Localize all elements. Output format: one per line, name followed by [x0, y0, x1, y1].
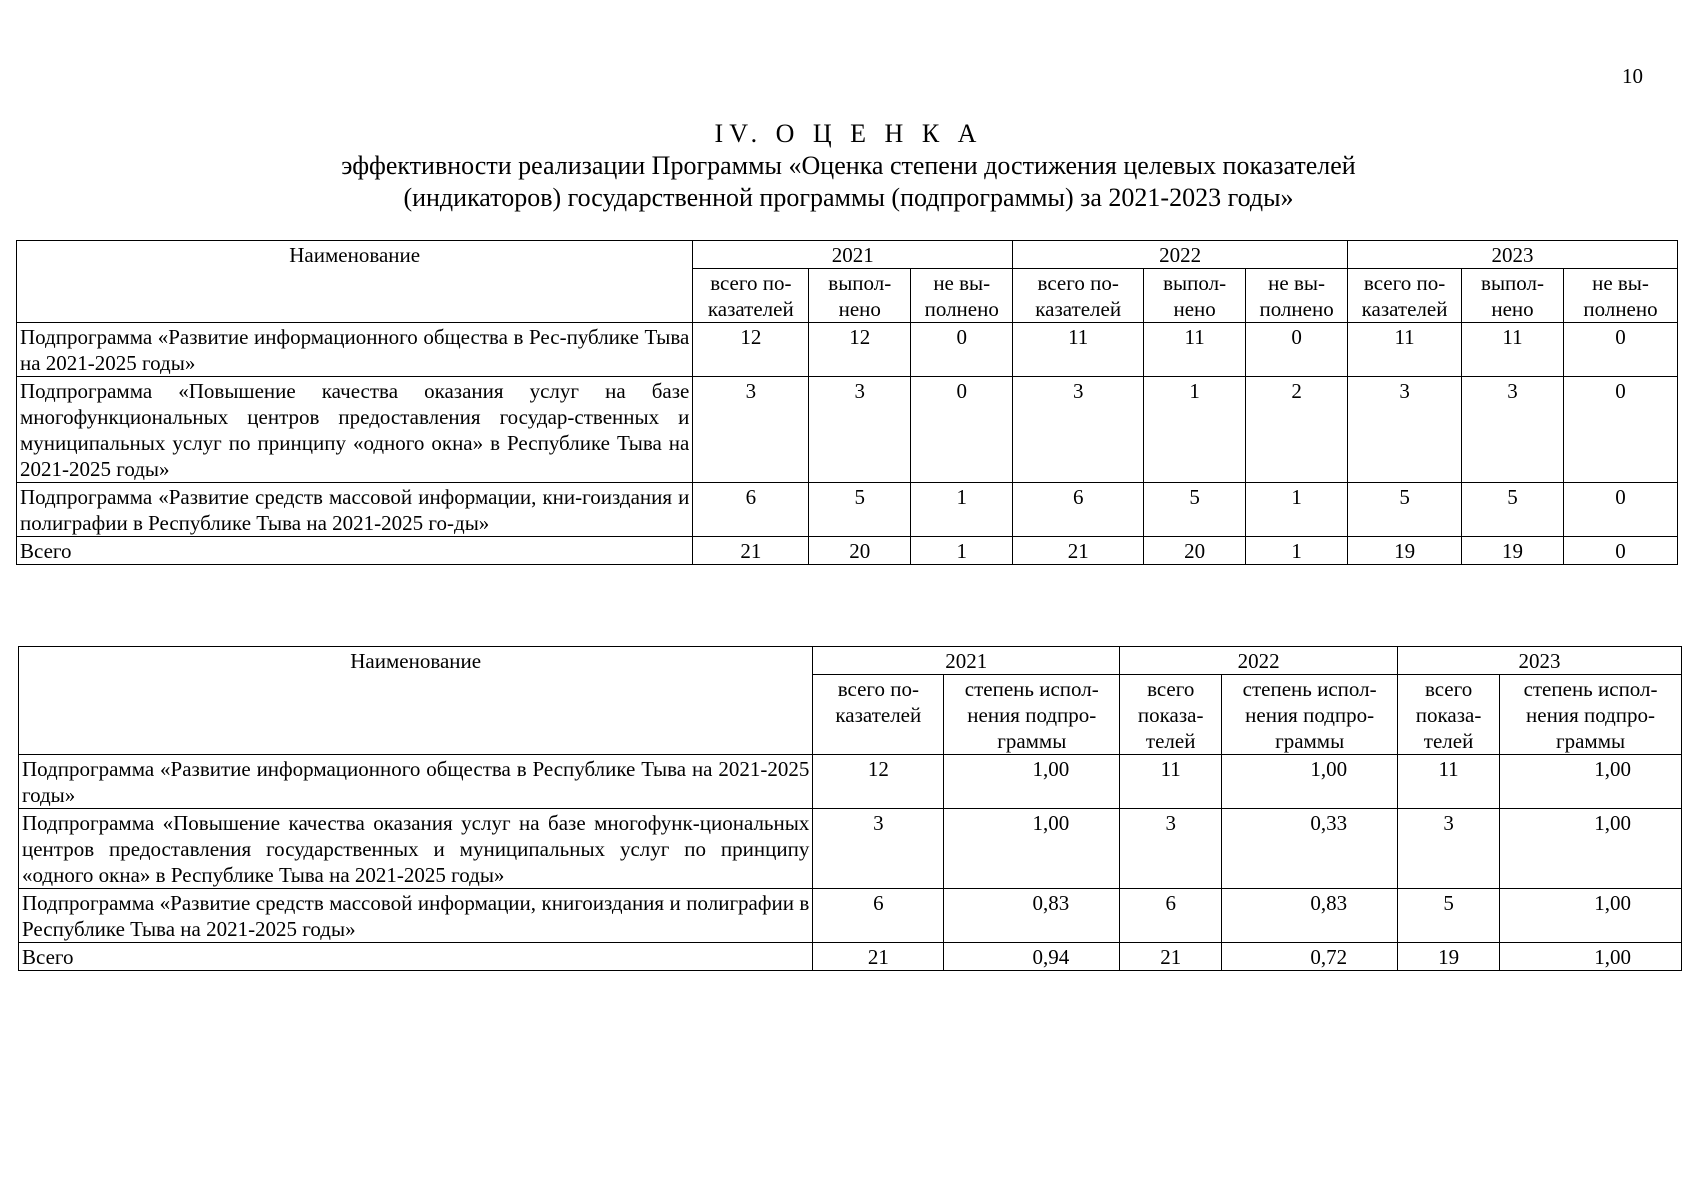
cell-value: 6 [693, 483, 809, 537]
cell-value: 5 [1348, 483, 1462, 537]
execution-degree-table [18, 646, 1682, 971]
subheader-degree: степень испол-нения подпро-граммы [944, 675, 1120, 755]
cell-value: 1 [1246, 537, 1348, 565]
cell-value: 1 [911, 483, 1013, 537]
subheader-total: всего показа-телей [1120, 675, 1222, 755]
cell-value: 1 [1144, 377, 1246, 483]
cell-value: 11 [1120, 755, 1222, 809]
cell-value: 21 [693, 537, 809, 565]
cell-value: 11 [1013, 323, 1144, 377]
year-header: 2021 [813, 647, 1120, 675]
cell-value: 0 [911, 377, 1013, 483]
cell-value: 5 [1462, 483, 1564, 537]
cell-value: 1 [1246, 483, 1348, 537]
cell-value: 0 [1564, 323, 1678, 377]
cell-value: 0,72 [1222, 943, 1398, 971]
cell-value: 0,83 [1222, 889, 1398, 943]
subheader-degree: степень испол-нения подпро-граммы [1222, 675, 1398, 755]
document-heading [0, 118, 1697, 214]
cell-value: 12 [809, 323, 911, 377]
year-header: 2022 [1013, 241, 1348, 269]
cell-value: 6 [1013, 483, 1144, 537]
cell-value: 3 [1013, 377, 1144, 483]
subheader-total: всего по-казателей [1348, 269, 1462, 323]
cell-value: 3 [1120, 809, 1222, 889]
cell-value: 1,00 [1500, 943, 1682, 971]
row-name: Подпрограмма «Развитие информационного общества в Рес-публике Тыва на 2021-2025 годы» [17, 323, 693, 377]
cell-value: 0,83 [944, 889, 1120, 943]
cell-value: 11 [1348, 323, 1462, 377]
cell-value: 1,00 [1222, 755, 1398, 809]
row-name: Подпрограмма «Развитие информационного общества в Республике Тыва на 2021-2025 годы» [19, 755, 813, 809]
section-title: IV. О Ц Е Н К А [714, 119, 983, 148]
table-row [17, 483, 1678, 537]
cell-value: 1 [911, 537, 1013, 565]
header-row-years [17, 241, 1678, 269]
indicators-table [16, 240, 1678, 565]
cell-value: 3 [1462, 377, 1564, 483]
row-name: Всего [17, 537, 693, 565]
cell-value: 1,00 [1500, 809, 1682, 889]
page-number: 10 [1622, 64, 1643, 88]
cell-value: 3 [1398, 809, 1500, 889]
table-row [19, 889, 1682, 943]
cell-value: 6 [813, 889, 944, 943]
cell-value: 0,33 [1222, 809, 1398, 889]
subheader-done: выпол-нено [1462, 269, 1564, 323]
cell-value: 19 [1348, 537, 1462, 565]
cell-value: 21 [1120, 943, 1222, 971]
cell-value: 20 [809, 537, 911, 565]
cell-value: 21 [813, 943, 944, 971]
subheader-total: всего показа-телей [1398, 675, 1500, 755]
row-name: Всего [19, 943, 813, 971]
subheader-degree: степень испол-нения подпро-граммы [1500, 675, 1682, 755]
cell-value: 0 [1564, 483, 1678, 537]
year-header: 2022 [1120, 647, 1398, 675]
cell-value: 3 [1348, 377, 1462, 483]
row-name: Подпрограмма «Развитие средств массовой информации, книгоиздания и полиграфии в Республике Тыва на 2021-2025 годы» [19, 889, 813, 943]
year-header: 2023 [1348, 241, 1678, 269]
subheader-total: всего по-казателей [813, 675, 944, 755]
cell-value: 1,00 [944, 755, 1120, 809]
cell-value: 3 [809, 377, 911, 483]
subheader-not-done: не вы-полнено [911, 269, 1013, 323]
cell-value: 19 [1398, 943, 1500, 971]
subheader-total: всего по-казателей [693, 269, 809, 323]
header-row-years [19, 647, 1682, 675]
subheader-done: выпол-нено [809, 269, 911, 323]
column-header-name: Наименование [17, 241, 693, 323]
cell-value: 0 [1564, 377, 1678, 483]
row-name: Подпрограмма «Повышение качества оказания услуг на базе многофунк-циональных центров предоставления государственных и муниципальных услуг по принципу «одного окна» в Республике Тыва на 2021-2025 годы» [19, 809, 813, 889]
cell-value: 6 [1120, 889, 1222, 943]
cell-value: 0 [1246, 323, 1348, 377]
cell-value: 0 [1564, 537, 1678, 565]
subheader-not-done: не вы-полнено [1246, 269, 1348, 323]
cell-value: 3 [693, 377, 809, 483]
year-header: 2021 [693, 241, 1013, 269]
cell-value: 21 [1013, 537, 1144, 565]
cell-value: 0 [911, 323, 1013, 377]
cell-value: 5 [1144, 483, 1246, 537]
cell-value: 2 [1246, 377, 1348, 483]
cell-value: 1,00 [1500, 889, 1682, 943]
column-header-name: Наименование [19, 647, 813, 755]
subheader-not-done: не вы-полнено [1564, 269, 1678, 323]
cell-value: 12 [693, 323, 809, 377]
section-subtitle-line-2: (индикаторов) государственной программы (подпрограммы) за 2021-2023 годы» [403, 183, 1294, 212]
cell-value: 20 [1144, 537, 1246, 565]
cell-value: 5 [809, 483, 911, 537]
cell-value: 1,00 [1500, 755, 1682, 809]
cell-value: 12 [813, 755, 944, 809]
table-row [19, 809, 1682, 889]
total-row [17, 537, 1678, 565]
total-row [19, 943, 1682, 971]
cell-value: 5 [1398, 889, 1500, 943]
year-header: 2023 [1398, 647, 1682, 675]
row-name: Подпрограмма «Развитие средств массовой информации, кни-гоиздания и полиграфии в Республике Тыва на 2021-2025 го-ды» [17, 483, 693, 537]
cell-value: 11 [1144, 323, 1246, 377]
cell-value: 3 [813, 809, 944, 889]
table-row [17, 377, 1678, 483]
subheader-total: всего по-казателей [1013, 269, 1144, 323]
row-name: Подпрограмма «Повышение качества оказания услуг на базе многофункциональных центров предоставления государ-ственных и муниципальных услуг по принципу «одного окна» в Республике Тыва на 2021-2025 годы» [17, 377, 693, 483]
table-row [17, 323, 1678, 377]
cell-value: 11 [1398, 755, 1500, 809]
cell-value: 19 [1462, 537, 1564, 565]
cell-value: 0,94 [944, 943, 1120, 971]
table-row [19, 755, 1682, 809]
subheader-done: выпол-нено [1144, 269, 1246, 323]
cell-value: 1,00 [944, 809, 1120, 889]
cell-value: 11 [1462, 323, 1564, 377]
section-subtitle-line-1: эффективности реализации Программы «Оценка степени достижения целевых показателей [341, 151, 1356, 180]
